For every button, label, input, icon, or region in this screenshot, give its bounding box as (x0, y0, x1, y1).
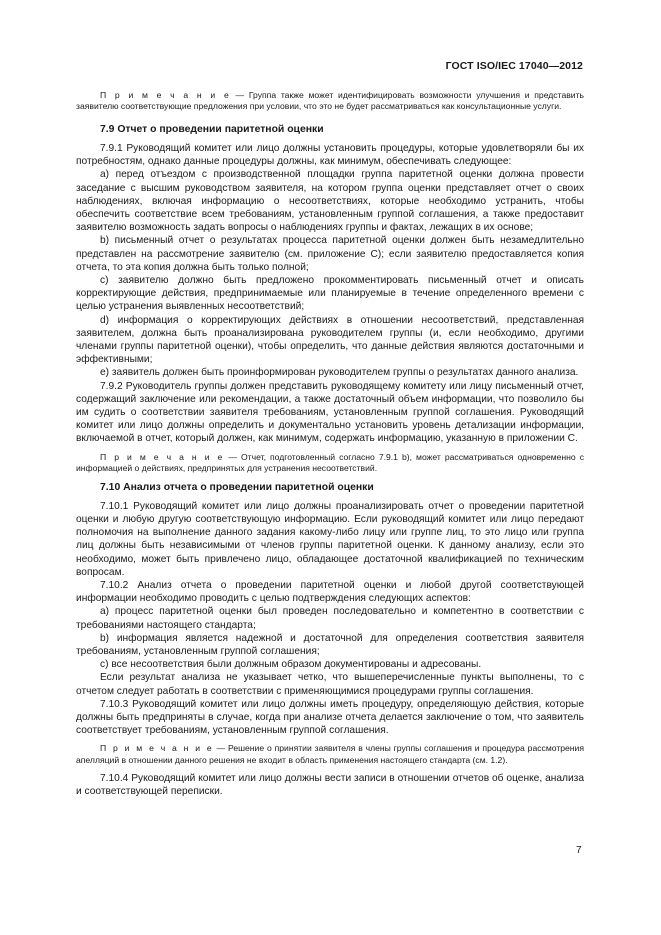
list-item-7-9-1-c: c) заявителю должно быть предложено прокомментировать письменный отчет и описать корректирующие действия, предпринимаемые или планируемые в течение определенного времени с целью устранения выявленных несоответствий; (76, 275, 584, 313)
list-item-7-9-1-e: e) заявитель должен быть проинформирован руководителем группы о результатах данного анализа. (100, 367, 579, 379)
page-content (76, 90, 584, 799)
note-text: — Группа также может идентифицировать возможности улучшения и представить заявителю соответствующие предложения при условии, что это не будет рассматриваться как консультационные услуги. (76, 90, 585, 112)
note-text: — Отчет, подготовленный согласно 7.9.1 b), может рассматриваться одновременно с информацией о действиях, предпринятых для устранения несоответствий. (76, 451, 585, 474)
list-item-7-9-1-b: b) письменный отчет о результатах процесса паритетной оценки должен быть незамедлительно представлен на рассмотрение заявителю (см. приложение С); если заявителю предоставляется копия отчета, то эта копия должна быть только полной; (76, 235, 584, 273)
note-1 (76, 90, 584, 113)
list-item-7-10-2-c: c) все несоответствия были должным образом документированы и адресованы. (100, 659, 482, 671)
paragraph-analysis-result: Если результат анализа не указывает четко, что вышеперечисленные пункты выполнены, то с отчетом следует работать в соответствии с применяющимися процедурами группы соглашения. (76, 672, 584, 697)
list-item-7-10-2-b: b) информация является надежной и достаточной для определения соответствия заявителя требованиям, установленным группой соглашения; (76, 632, 584, 657)
note-label: П р и м е ч а н и е (100, 451, 225, 462)
section-7-9-heading: 7.9 Отчет о проведении паритетной оценки (100, 123, 324, 135)
paragraph-7-10-2: 7.10.2 Анализ отчета о проведении паритетной оценки и любой другой соответствующей информации необходимо проводить с целью подтверждения следующих аспектов: (76, 579, 584, 605)
list-item-7-10-2-a: а) процесс паритетной оценки был проведен последовательно и компетентно в соответствии с требованиями настоящего стандарта; (76, 606, 584, 631)
paragraph-7-10-4: 7.10.4 Руководящий комитет или лицо должны вести записи в отношении отчетов об оценке, анализа и соответствующей переписки. (76, 773, 584, 798)
note-label: П р и м е ч а н и е (100, 743, 214, 754)
list-item-7-9-1-a: а) перед отъездом с производственной площадки группа паритетной оценки должна провести заседание с высшим руководством заявителя, на котором группа оценки представляет отчет о своих наблюдениях, включая информацию о несоответствиях, которые необходимо устранить, чтобы обеспечить соответствие всем требованиям, установленным группой соглашения, а также предоставит заявителю возможность задать вопросы о наблюдениях группы и фактах, лежащих в их основе; (76, 169, 584, 234)
list-item-7-9-1-d: d) информация о корректирующих действиях в отношении несоответствий, представленная заявителем, должна быть проанализирована руководителем группы (и, если необходимо, другими членами группы паритетной оценки), чтобы определить, что данные действия являются достаточными и эффективными; (76, 314, 584, 366)
note-3 (76, 743, 584, 766)
note-label: П р и м е ч а н и е (100, 90, 231, 100)
paragraph-7-9-1: 7.9.1 Руководящий комитет или лицо должны установить процедуры, которые удовлетворяли бы их потребностям, однако данные процедуры должны, как минимум, обеспечивать следующее: (76, 143, 584, 168)
section-7-10-heading: 7.10 Анализ отчета о проведении паритетной оценки (100, 481, 374, 493)
paragraph-7-10-1: 7.10.1 Руководящий комитет или лицо должны проанализировать отчет о проведении паритетной оценки и любую другую соответствующую информацию. Если руководящий комитет или лицо передают полномочия на выполнение данного задания какому-либо лицу или группе лиц, то это лицо или группа лиц должны быть независимыми от членов группы паритетной оценки. К данному анализу, если это необходимо, может быть привлечено лицо, обладающее достаточной квалификацией по техническим вопросам. (76, 500, 584, 578)
note-text: — Решение о принятии заявителя в члены группы соглашения и процедура рассмотрения апелляций в отношении данного решения не входит в область применения настоящего стандарта (см. 1.2). (76, 743, 585, 765)
page-number: 7 (576, 845, 582, 856)
paragraph-7-9-2: 7.9.2 Руководитель группы должен представить руководящему комитету или лицу письменный отчет, содержащий заключение или рекомендации, а также достаточный объем информации, что позволило бы им судить о соответствии заявителя требованиям, установленным группой соглашения. Руководящий комитет или лицо должны определить и документально установить уровень детализации информации, включаемой в отчет, который должен, как минимум, содержать информацию, указанную в приложении С. (76, 380, 584, 445)
paragraph-7-10-3: 7.10.3 Руководящий комитет или лицо должны иметь процедуру, определяющую действия, которые должны быть предприняты в случае, когда при анализе отчета делается заключение о том, что заявитель соответствует требованиям, установленным группой соглашения. (76, 698, 584, 737)
document-code-header: ГОСТ ISO/IEC 17040—2012 (445, 60, 583, 72)
note-2 (76, 452, 584, 475)
